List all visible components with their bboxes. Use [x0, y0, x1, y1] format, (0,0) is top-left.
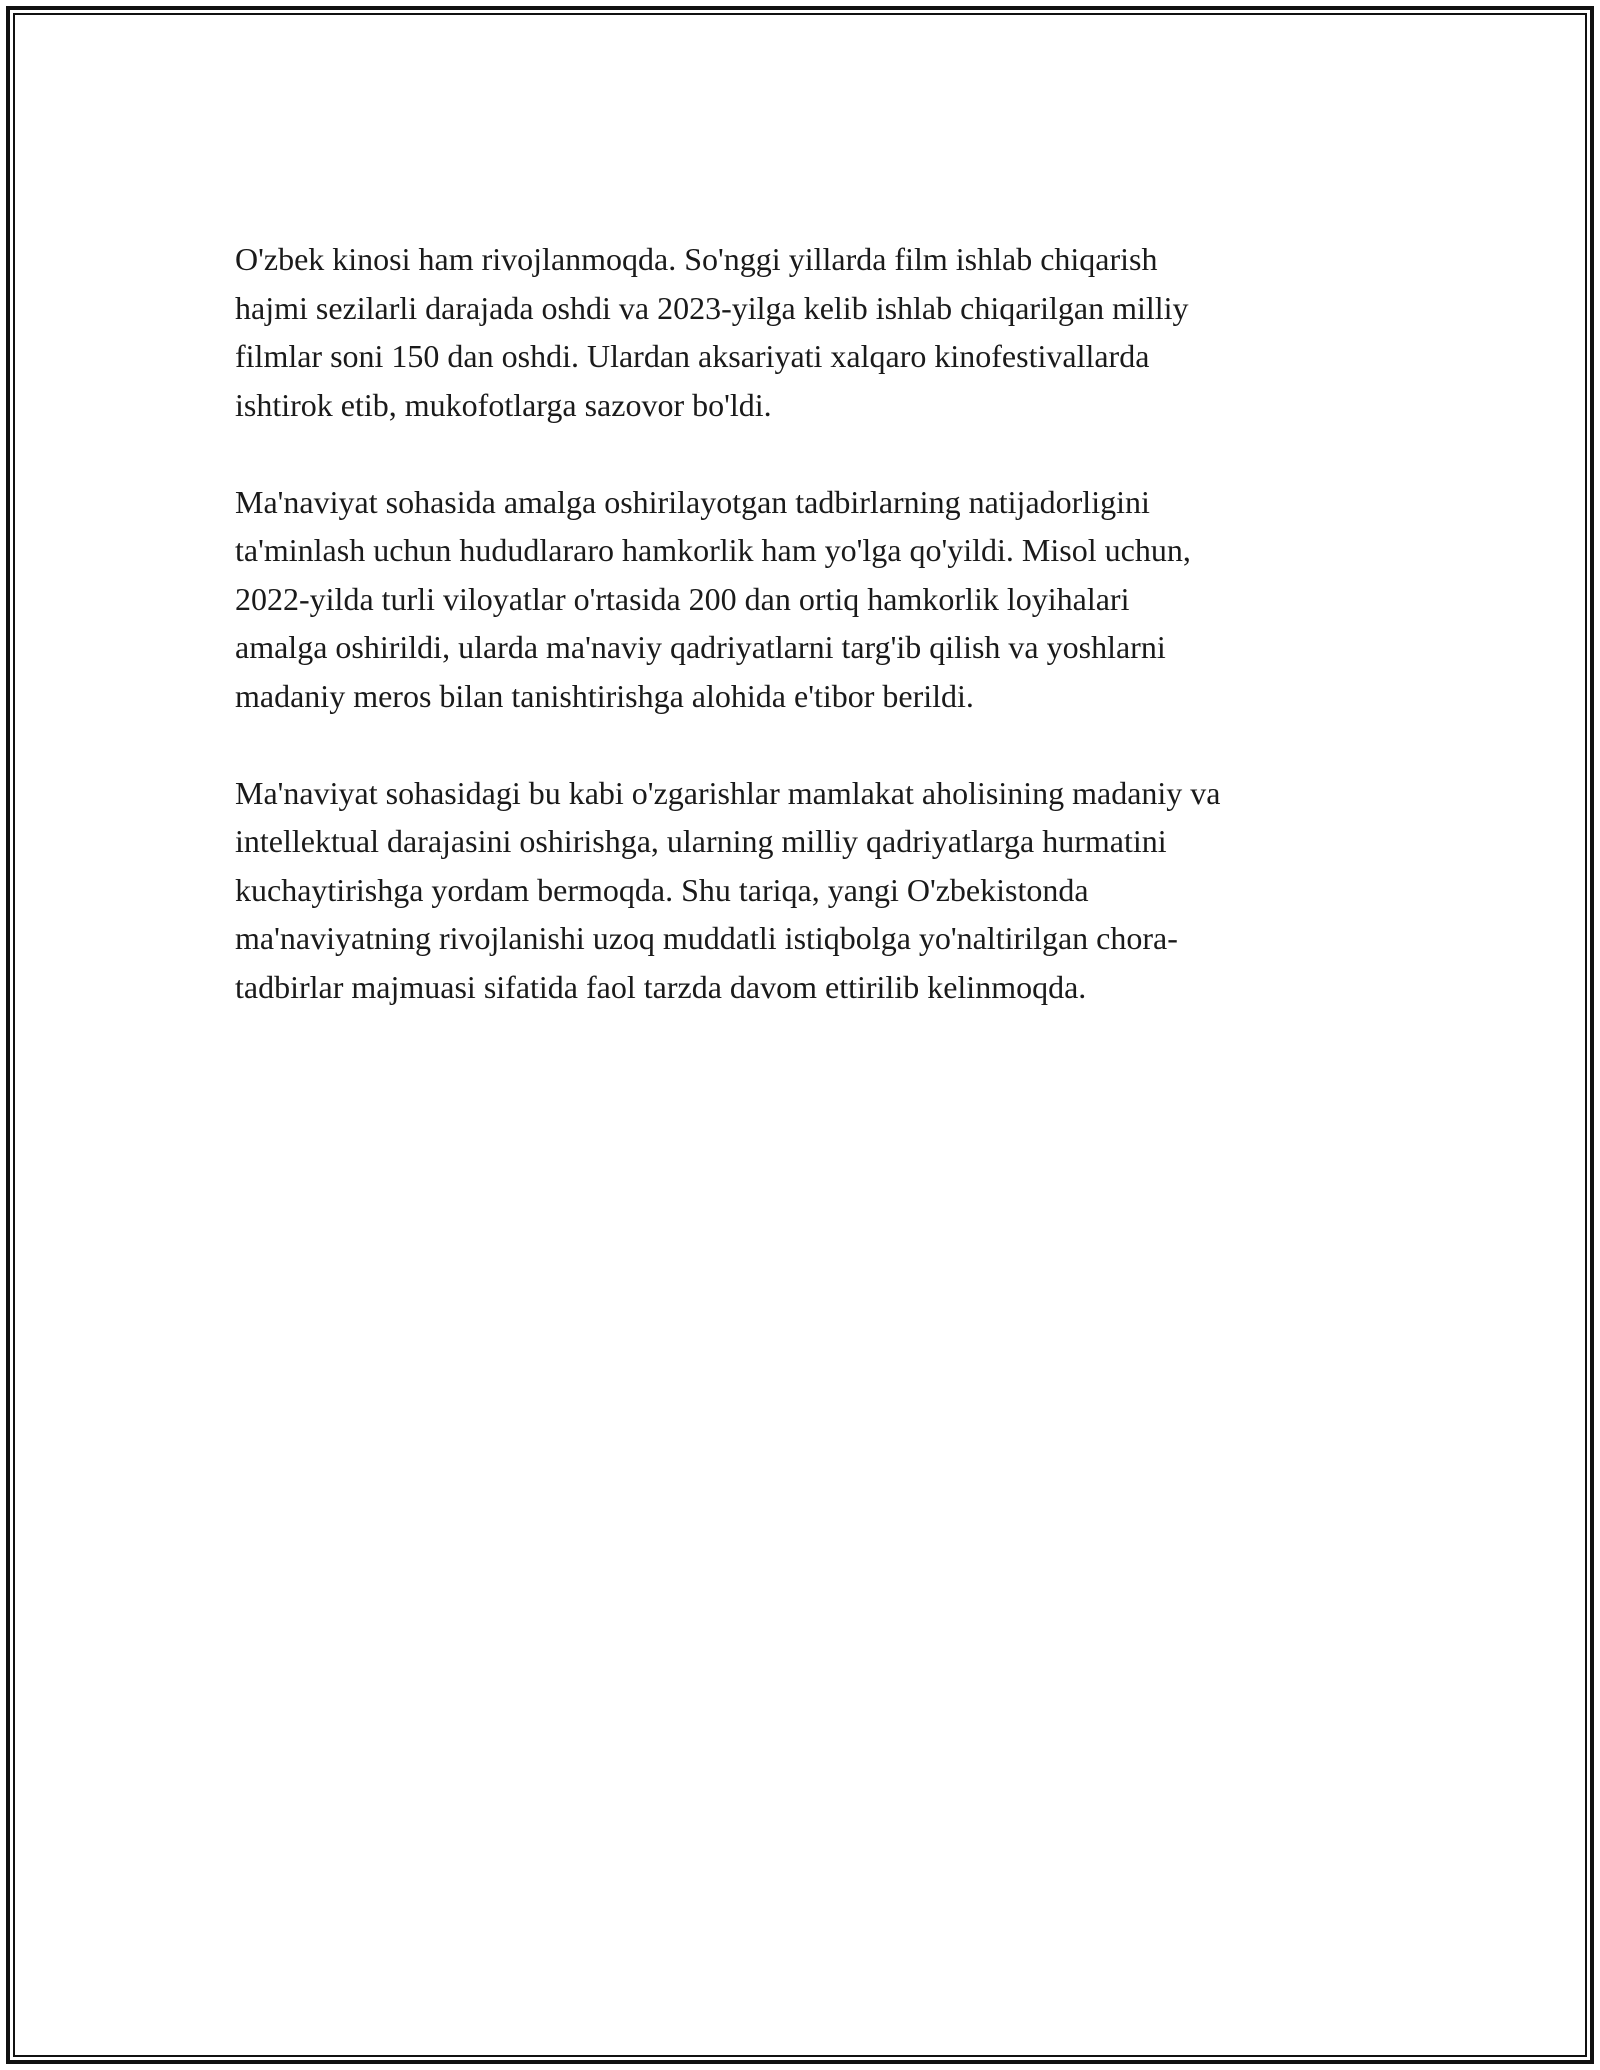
paragraph-conclusion	[235, 769, 1395, 1012]
text-line: intellektual darajasini oshirishga, ularning milliy qadriyatlarga hurmatini	[235, 823, 1167, 859]
text-line: ma'naviyatning rivojlanishi uzoq muddatli istiqbolga yo'naltirilgan chora-	[235, 920, 1178, 956]
text-line: ta'minlash uchun hududlararo hamkorlik ham yo'lga qo'yildi. Misol uchun,	[235, 532, 1191, 568]
text-line: hajmi sezilarli darajada oshdi va 2023-yilga kelib ishlab chiqarilgan milliy	[235, 289, 1189, 326]
text-line: madaniy meros bilan tanishtirishga alohida e'tibor berildi.	[235, 677, 974, 714]
text-line: kuchaytirishga yordam bermoqda. Shu tariqa, yangi O'zbekistonda	[235, 871, 1089, 908]
text-line: O'zbek kinosi ham rivojlanmoqda. So'nggi yillarda film ishlab chiqarish	[235, 241, 1158, 277]
text-line: 2022-yilda turli viloyatlar o'rtasida 200 dan ortiq hamkorlik loyihalari	[235, 580, 1130, 617]
text-line: amalga oshirildi, ularda ma'naviy qadriyatlarni targ'ib qilish va yoshlarni	[235, 629, 1166, 665]
text-line: filmlar soni 150 dan oshdi. Ulardan aksariyati xalqaro kinofestivallarda	[235, 338, 1150, 374]
document-body	[235, 235, 1395, 1060]
text-line: Ma'naviyat sohasidagi bu kabi o'zgarishlar mamlakat aholisining madaniy va	[235, 774, 1221, 811]
paragraph-cinema	[235, 235, 1395, 429]
text-line: tadbirlar majmuasi sifatida faol tarzda davom ettirilib kelinmoqda.	[235, 968, 1087, 1005]
text-line: ishtirok etib, mukofotlarga sazovor bo'ldi.	[235, 386, 772, 423]
text-line: Ma'naviyat sohasida amalga oshirilayotgan tadbirlarning natijadorligini	[235, 483, 1150, 520]
paragraph-cooperation	[235, 478, 1395, 721]
